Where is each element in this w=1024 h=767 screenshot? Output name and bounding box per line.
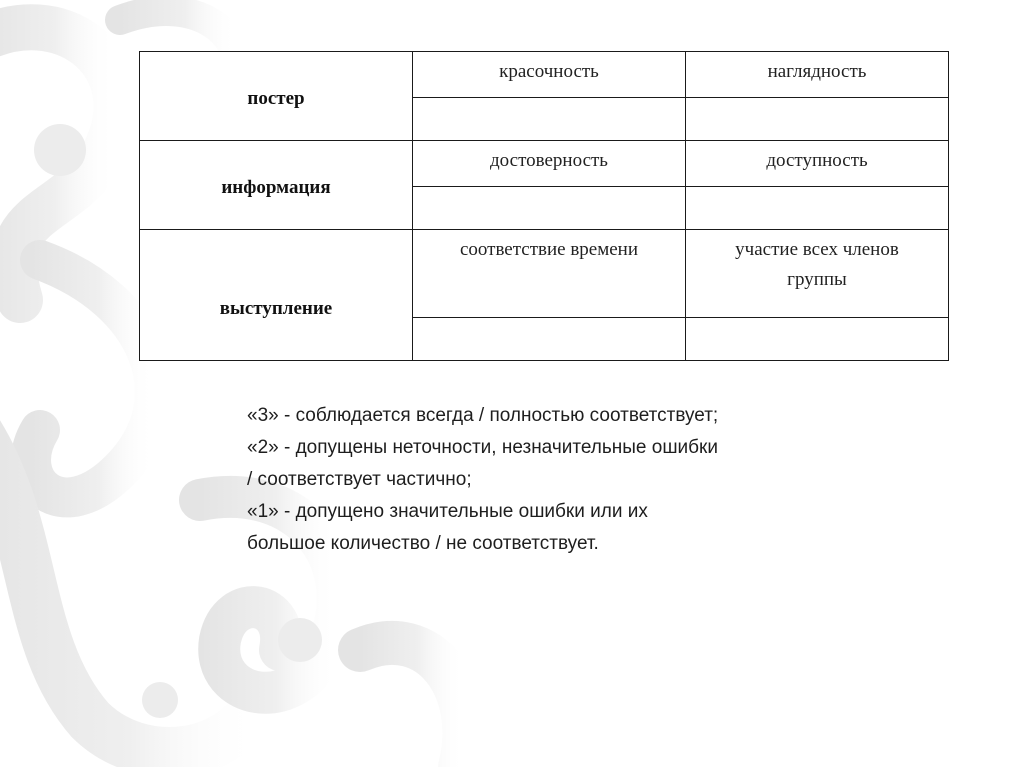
- criterion-cell: участие всех членов группы: [686, 230, 949, 318]
- table-row: [140, 52, 949, 98]
- criterion-cell: доступность: [686, 141, 949, 187]
- score-cell: [686, 187, 949, 230]
- scoring-rubric: [247, 400, 867, 560]
- table-row: [140, 141, 949, 187]
- table-row: [140, 230, 949, 318]
- row-label-cell: [140, 230, 413, 361]
- rubric-line: большое количество / не соответствует.: [247, 533, 599, 554]
- row-label: постер: [247, 88, 305, 109]
- row-label: информация: [221, 177, 331, 198]
- criterion-cell: красочность: [413, 52, 686, 98]
- criterion-cell: достоверность: [413, 141, 686, 187]
- criterion-cell: соответствие времени: [413, 230, 686, 318]
- score-cell: [686, 318, 949, 361]
- rubric-line: «1» - допущено значительные ошибки или их: [247, 501, 648, 522]
- rubric-line: «2» - допущены неточности, незначительные ошибки: [247, 437, 718, 458]
- rubric-line: «3» - соблюдается всегда / полностью соответствует;: [247, 405, 719, 426]
- score-cell: [413, 187, 686, 230]
- score-cell: [413, 98, 686, 141]
- score-cell: [686, 98, 949, 141]
- row-label: выступление: [219, 298, 333, 319]
- score-cell: [413, 318, 686, 361]
- criteria-table: [139, 51, 949, 361]
- rubric-line: / соответствует частично;: [247, 469, 472, 490]
- row-label-cell: [140, 52, 413, 141]
- criterion-cell: наглядность: [686, 52, 949, 98]
- row-label-cell: [140, 141, 413, 230]
